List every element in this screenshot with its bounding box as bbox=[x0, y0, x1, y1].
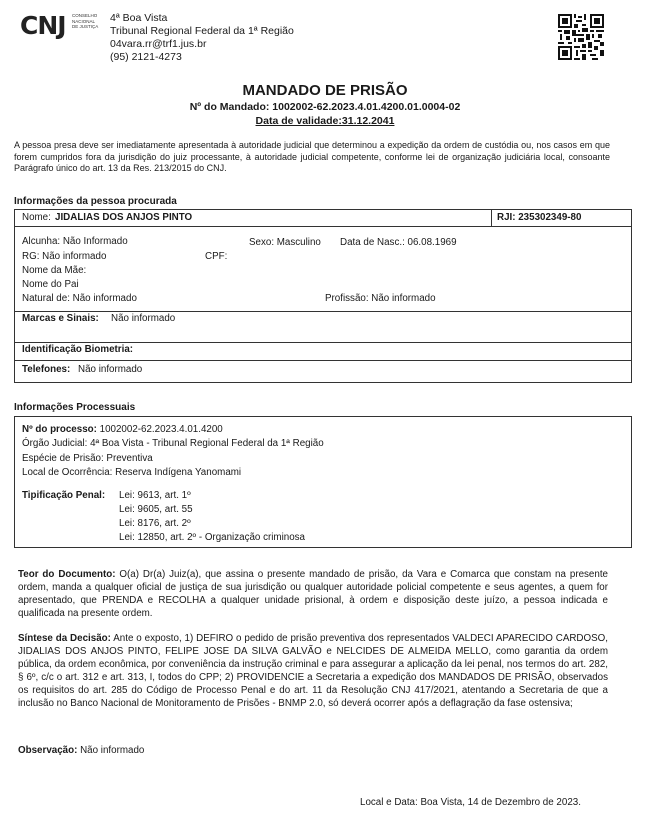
person-info-box bbox=[14, 209, 632, 383]
sintese-text: Ante o exposto, 1) DEFIRO o pedido de prisão preventiva dos representados VALDECI APARECIDO CARDOSO, JIDALIAS DOS ANJOS PINTO, FELIPE JOSE DA SILVA GALVÃO e NELCIDES DE ALMEIDA MELLO, como garantia da ordem pública, da ordem econômica, por conveniência da instrução criminal e para assegurar a aplicação da lei penal, nos termos do art. 282, § 6º, c/c o art. 312 e art. 313, I, todos do CPP; 2) PROVIDENCIE a Secretaria a expedição dos MANDADOS DE PRISÃO, observados os requisitos do art. 285 do Código de Processo Penal e do art. 11 da Resolução CNJ 417/2021, atentando a Secretaria de que a inclusão no Banco Nacional de Monitoramento de Prisões - BNMP 2.0, só deverá ocorrer após a deflagração da fase ostensiva; bbox=[18, 633, 609, 709]
marcas-row bbox=[15, 312, 631, 343]
local-data: Local e Data: Boa Vista, 14 de Dezembro de 2023. bbox=[360, 797, 581, 808]
rg: RG: Não informado bbox=[22, 251, 107, 262]
validity-date: Data de validade:31.12.2041 bbox=[255, 115, 395, 127]
orgao-judicial: Órgão Judicial: 4ª Boa Vista - Tribunal Regional Federal da 1ª Região bbox=[22, 438, 324, 449]
intro-paragraph: A pessoa presa deve ser imediatamente apresentada à autoridade judicial que determinou a expedição da ordem de custódia ou, nos casos em que forem cumpridos fora da jurisdição do juiz processante, à autoridade judicial competente, conforme lei de organização judiciária local, consoante Parágrafo único do art. 13 da Res. 213/2015 do CNJ. bbox=[14, 140, 610, 173]
sintese-paragraph bbox=[18, 632, 608, 710]
nome-mae: Nome da Mãe: bbox=[22, 265, 87, 276]
process-section-title: Informações Processuais bbox=[14, 402, 136, 413]
tipificacao-item: Lei: 9605, art. 55 bbox=[119, 504, 193, 515]
document-title: MANDADO DE PRISÃO bbox=[242, 82, 408, 99]
cnj-logo-mark: CNJ bbox=[20, 11, 66, 40]
cnj-logo bbox=[20, 10, 112, 42]
qr-code-icon bbox=[558, 14, 604, 60]
especie-prisao: Espécie de Prisão: Preventiva bbox=[22, 453, 153, 464]
person-name-row bbox=[15, 210, 631, 227]
header-email: 04vara.rr@trf1.jus.br bbox=[110, 38, 207, 50]
header-tribunal: Tribunal Regional Federal da 1ª Região bbox=[110, 25, 294, 37]
profissao: Profissão: Não informado bbox=[325, 293, 436, 304]
naturalidade: Natural de: Não informado bbox=[22, 293, 137, 304]
mandado-number: Nº do Mandado: 1002002-62.2023.4.01.4200.01.0004-02 bbox=[189, 101, 461, 113]
person-name: JIDALIAS DOS ANJOS PINTO bbox=[55, 212, 193, 223]
tipificacao-item: Lei: 8176, art. 2º bbox=[119, 518, 191, 529]
teor-paragraph bbox=[18, 568, 608, 620]
biometria-row bbox=[15, 343, 631, 361]
teor-label: Teor do Documento: bbox=[18, 569, 116, 580]
nome-pai: Nome do Pai bbox=[22, 279, 79, 290]
local-ocorrencia: Local de Ocorrência: Reserva Indígena Yanomami bbox=[22, 467, 242, 478]
telefones-label: Telefones: bbox=[22, 364, 71, 375]
telefones-value: Não informado bbox=[78, 364, 143, 375]
header-phone: (95) 2121-4273 bbox=[110, 51, 182, 63]
tipificacao-item: Lei: 9613, art. 1º bbox=[119, 490, 191, 501]
data-nascimento: Data de Nasc.: 06.08.1969 bbox=[340, 237, 457, 248]
observacao-label: Observação: bbox=[18, 745, 78, 756]
cnj-logo-subtitle: CONSELHO NACIONAL DE JUSTIÇA bbox=[72, 13, 99, 30]
processo-numero: Nº do processo: 1002002-62.2023.4.01.4200 bbox=[22, 424, 223, 435]
header-vara: 4ª Boa Vista bbox=[110, 12, 168, 24]
tipificacao-label: Tipificação Penal: bbox=[22, 490, 106, 501]
process-info-box bbox=[14, 416, 632, 548]
observacao bbox=[18, 745, 144, 756]
sexo: Sexo: Masculino bbox=[249, 237, 321, 248]
header-court-info bbox=[110, 12, 294, 64]
name-label: Nome: bbox=[22, 212, 51, 223]
person-section-title: Informações da pessoa procurada bbox=[14, 196, 177, 207]
observacao-value: Não informado bbox=[80, 745, 145, 756]
biometria-label: Identificação Biometria: bbox=[22, 344, 134, 355]
teor-text: O(a) Dr(a) Juiz(a), que assina o presente mandado de prisão, da Vara e Comarca que constam na presente ordem, manda a qualquer oficial de justiça de sua jurisdição ou qualquer autoridade policial competente e seus agentes, a quem for apresentado, que PRENDA e RECOLHA a qualquer unidade prisional, à ordem e disposição deste juízo, a pessoa indicada e qualificada na presente ordem. bbox=[18, 569, 608, 619]
sintese-label: Síntese da Decisão: bbox=[18, 633, 111, 644]
alcunha: Alcunha: Não Informado bbox=[22, 236, 128, 247]
marcas-label: Marcas e Sinais: bbox=[22, 313, 99, 324]
tipificacao-item: Lei: 12850, art. 2º - Organização criminosa bbox=[119, 532, 306, 543]
cpf: CPF: bbox=[205, 251, 228, 262]
person-details-row bbox=[15, 227, 631, 312]
marcas-value: Não informado bbox=[111, 313, 176, 324]
telefones-row bbox=[15, 361, 631, 381]
rji-number: RJI: 235302349-80 bbox=[497, 212, 582, 223]
